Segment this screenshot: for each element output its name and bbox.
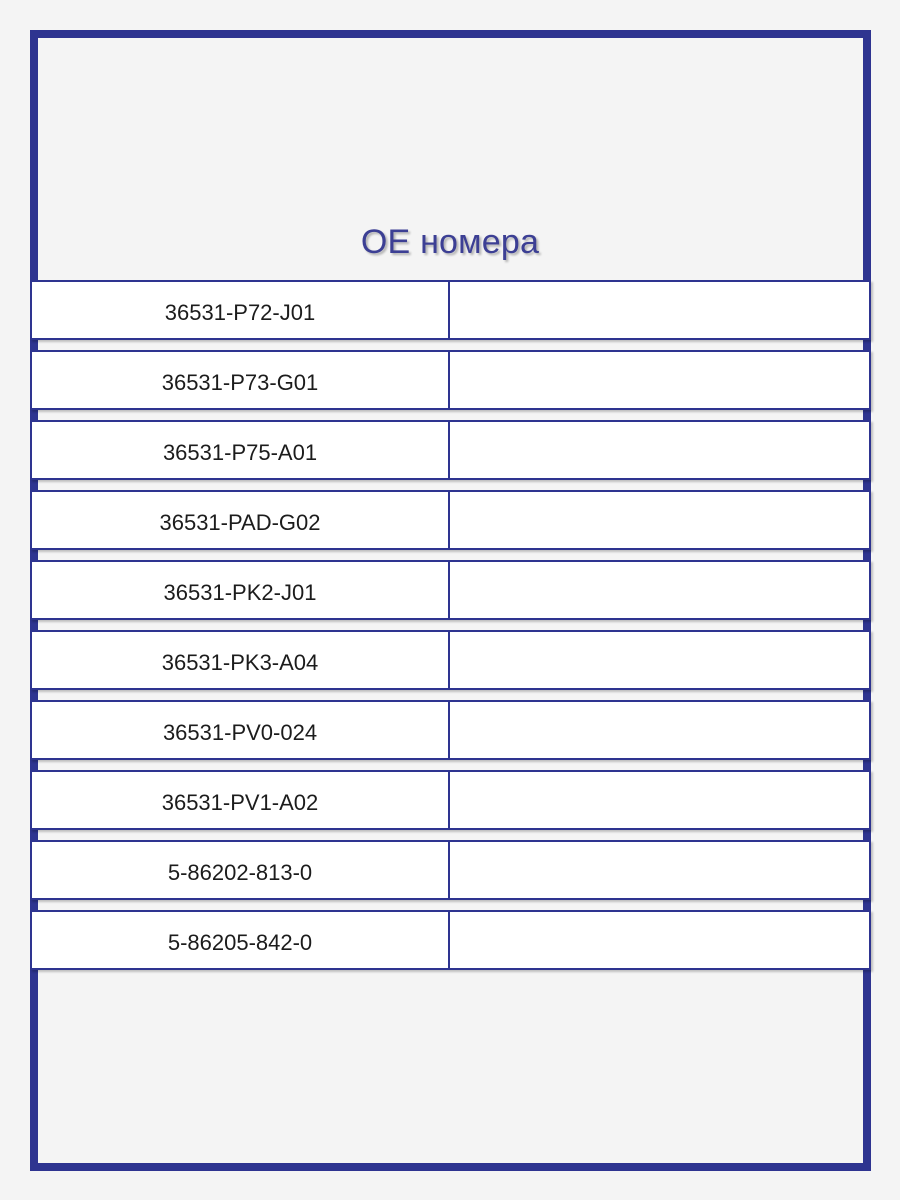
empty-cell xyxy=(450,422,869,478)
table-row xyxy=(30,420,871,480)
table-row xyxy=(30,490,871,550)
empty-cell xyxy=(450,702,869,758)
empty-cell xyxy=(450,282,869,338)
empty-cell xyxy=(450,842,869,898)
oe-number-cell: 36531-PV0-024 xyxy=(32,702,450,758)
oe-number-cell: 36531-P73-G01 xyxy=(32,352,450,408)
table-row xyxy=(30,280,871,340)
empty-cell xyxy=(450,562,869,618)
page-title: OE номера xyxy=(360,223,540,261)
oe-numbers-table xyxy=(30,280,871,980)
empty-cell xyxy=(450,912,869,968)
oe-number-cell: 5-86205-842-0 xyxy=(32,912,450,968)
table-row xyxy=(30,910,871,970)
table-row xyxy=(30,630,871,690)
empty-cell xyxy=(450,352,869,408)
empty-cell xyxy=(450,632,869,688)
table-row xyxy=(30,840,871,900)
empty-cell xyxy=(450,772,869,828)
table-row xyxy=(30,770,871,830)
oe-number-cell: 36531-P72-J01 xyxy=(32,282,450,338)
oe-number-cell: 36531-PV1-A02 xyxy=(32,772,450,828)
oe-number-cell: 36531-PK3-A04 xyxy=(32,632,450,688)
oe-number-cell: 36531-PK2-J01 xyxy=(32,562,450,618)
table-row xyxy=(30,350,871,410)
oe-number-cell: 36531-P75-A01 xyxy=(32,422,450,478)
table-row xyxy=(30,560,871,620)
table-row xyxy=(30,700,871,760)
empty-cell xyxy=(450,492,869,548)
oe-number-cell: 5-86202-813-0 xyxy=(32,842,450,898)
oe-number-cell: 36531-PAD-G02 xyxy=(32,492,450,548)
